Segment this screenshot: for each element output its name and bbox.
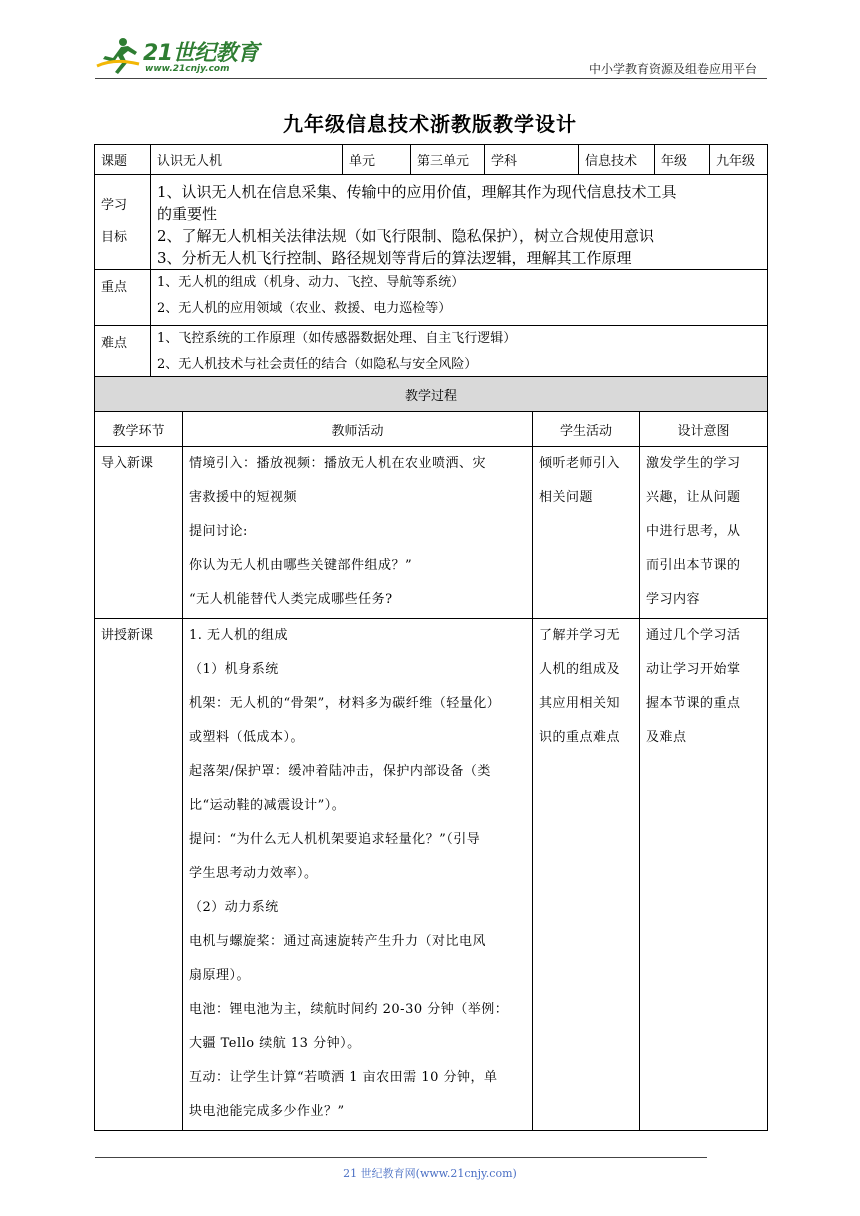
site-logo[interactable] (95, 36, 285, 80)
teacher-line: “无人机能替代人类完成哪些任务? (189, 592, 393, 607)
teacher-line: 1. 无人机的组成 (189, 628, 289, 643)
column-header-student: 学生活动 (533, 412, 640, 447)
stage-cell: 讲授新课 (95, 619, 183, 1131)
difficulty-point: 2、无人机技术与社会责任的结合（如隐私与安全风险） (157, 357, 478, 372)
column-header-teacher: 教师活动 (183, 412, 533, 447)
runner-logo-icon (95, 36, 141, 76)
teacher-line: 互动：让学生计算“若喷洒 1 亩农田需 10 分钟，单 (189, 1070, 498, 1085)
teacher-line: 电机与螺旋桨：通过高速旋转产生升力（对比电风 (189, 934, 487, 949)
process-heading-row (95, 377, 768, 412)
lesson-info-table (94, 144, 768, 382)
student-activity-cell (533, 619, 640, 1131)
unit-label: 单元 (343, 145, 411, 175)
goal-line: 1、认识无人机在信息采集、传输中的应用价值，理解其作为现代信息技术工具 (157, 183, 677, 201)
teacher-line: 比“运动鞋的减震设计”）。 (189, 798, 346, 813)
grade-value: 九年级 (710, 145, 768, 175)
teacher-line: 情境引入：播放视频：播放无人机在农业喷洒、灾 (189, 456, 487, 471)
page-header (95, 30, 767, 82)
key-points-content (151, 270, 768, 326)
teacher-line: 提问讨论: (189, 524, 248, 539)
teacher-line: （2）动力系统 (189, 900, 279, 915)
teacher-activity-cell (183, 619, 533, 1131)
student-activity-cell (533, 447, 640, 619)
student-line: 倾听老师引入 (539, 456, 621, 471)
student-line: 相关问题 (539, 490, 594, 505)
teacher-line: 大疆 Tello 续航 13 分钟）。 (189, 1036, 361, 1051)
student-line: 了解并学习无 (539, 628, 621, 643)
unit-value: 第三单元 (411, 145, 485, 175)
intent-line: 而引出本节课的 (646, 558, 741, 573)
info-row-goals (95, 175, 768, 270)
footer-link[interactable]: 21 世纪教育网(www.21cnjy.com) (343, 1167, 517, 1180)
difficulties-content (151, 326, 768, 382)
design-intent-cell (640, 447, 768, 619)
teacher-line: 害救援中的短视频 (189, 490, 298, 505)
teacher-line: 提问：“为什么无人机机架要追求轻量化？”（引导 (189, 832, 481, 847)
difficulties-label: 难点 (95, 326, 151, 382)
goal-line: 的重要性 (157, 205, 218, 223)
column-header-stage: 教学环节 (95, 412, 183, 447)
intent-line: 动让学习开始掌 (646, 662, 741, 677)
key-point: 2、无人机的应用领域（农业、救援、电力巡检等） (157, 301, 452, 316)
subject-value: 信息技术 (579, 145, 655, 175)
platform-name: 中小学教育资源及组卷应用平台 (588, 62, 757, 76)
teacher-line: 学生思考动力效率）。 (189, 866, 318, 881)
intent-line: 通过几个学习活 (646, 628, 741, 643)
intent-line: 及难点 (646, 730, 687, 745)
process-heading: 教学过程 (95, 377, 768, 412)
info-row-basic (95, 145, 768, 175)
teacher-line: 你认为无人机由哪些关键部件组成？” (189, 558, 413, 573)
footer-divider (95, 1157, 707, 1158)
logo-text: 21世纪教育 (143, 41, 259, 66)
info-row-difficulties (95, 326, 768, 382)
student-line: 识的重点难点 (539, 730, 621, 745)
column-header-intent: 设计意图 (640, 412, 768, 447)
student-line: 人机的组成及 (539, 662, 621, 677)
intent-line: 中进行思考，从 (646, 524, 741, 539)
teacher-line: 起落架/保护罩：缓冲着陆冲击，保护内部设备（类 (189, 764, 491, 779)
header-divider (95, 78, 767, 79)
teaching-process-table (94, 376, 768, 1131)
process-column-headers (95, 412, 768, 447)
goals-label (95, 175, 151, 270)
key-point: 1、无人机的组成（机身、动力、飞控、导航等系统） (157, 275, 465, 290)
goal-line: 3、分析无人机飞行控制、路径规划等背后的算法逻辑，理解其工作原理 (157, 249, 632, 267)
goal-line: 2、了解无人机相关法律法规（如飞行限制、隐私保护），树立合规使用意识 (157, 227, 655, 245)
intent-line: 学习内容 (646, 592, 701, 607)
design-intent-cell (640, 619, 768, 1131)
topic-label: 课题 (95, 145, 151, 175)
teacher-line: 块电池能完成多少作业？” (189, 1104, 345, 1119)
teacher-line: 电池：锂电池为主，续航时间约 20-30 分钟（举例： (189, 1002, 509, 1017)
teacher-line: 机架：无人机的“骨架”，材料多为碳纤维（轻量化） (189, 696, 501, 711)
topic-value: 认识无人机 (151, 145, 343, 175)
table-row (95, 447, 768, 619)
teacher-activity-cell (183, 447, 533, 619)
grade-label: 年级 (655, 145, 710, 175)
info-row-key-points (95, 270, 768, 326)
intent-line: 兴趣，让从问题 (646, 490, 741, 505)
document-title: 九年级信息技术浙教版教学设计 (283, 112, 577, 136)
key-points-label: 重点 (95, 270, 151, 326)
goals-label-line: 目标 (101, 230, 128, 245)
student-line: 其应用相关知 (539, 696, 621, 711)
goals-label-line: 学习 (101, 198, 128, 213)
subject-label: 学科 (485, 145, 579, 175)
stage-cell: 导入新课 (95, 447, 183, 619)
teacher-line: 或塑料（低成本）。 (189, 730, 305, 745)
teacher-line: 扇原理）。 (189, 968, 251, 983)
intent-line: 激发学生的学习 (646, 456, 741, 471)
goals-content (151, 175, 768, 270)
teacher-line: （1）机身系统 (189, 662, 279, 677)
table-row (95, 619, 768, 1131)
intent-line: 握本节课的重点 (646, 696, 741, 711)
logo-url: www.21cnjy.com (145, 64, 230, 74)
difficulty-point: 1、飞控系统的工作原理（如传感器数据处理、自主飞行逻辑） (157, 331, 517, 346)
